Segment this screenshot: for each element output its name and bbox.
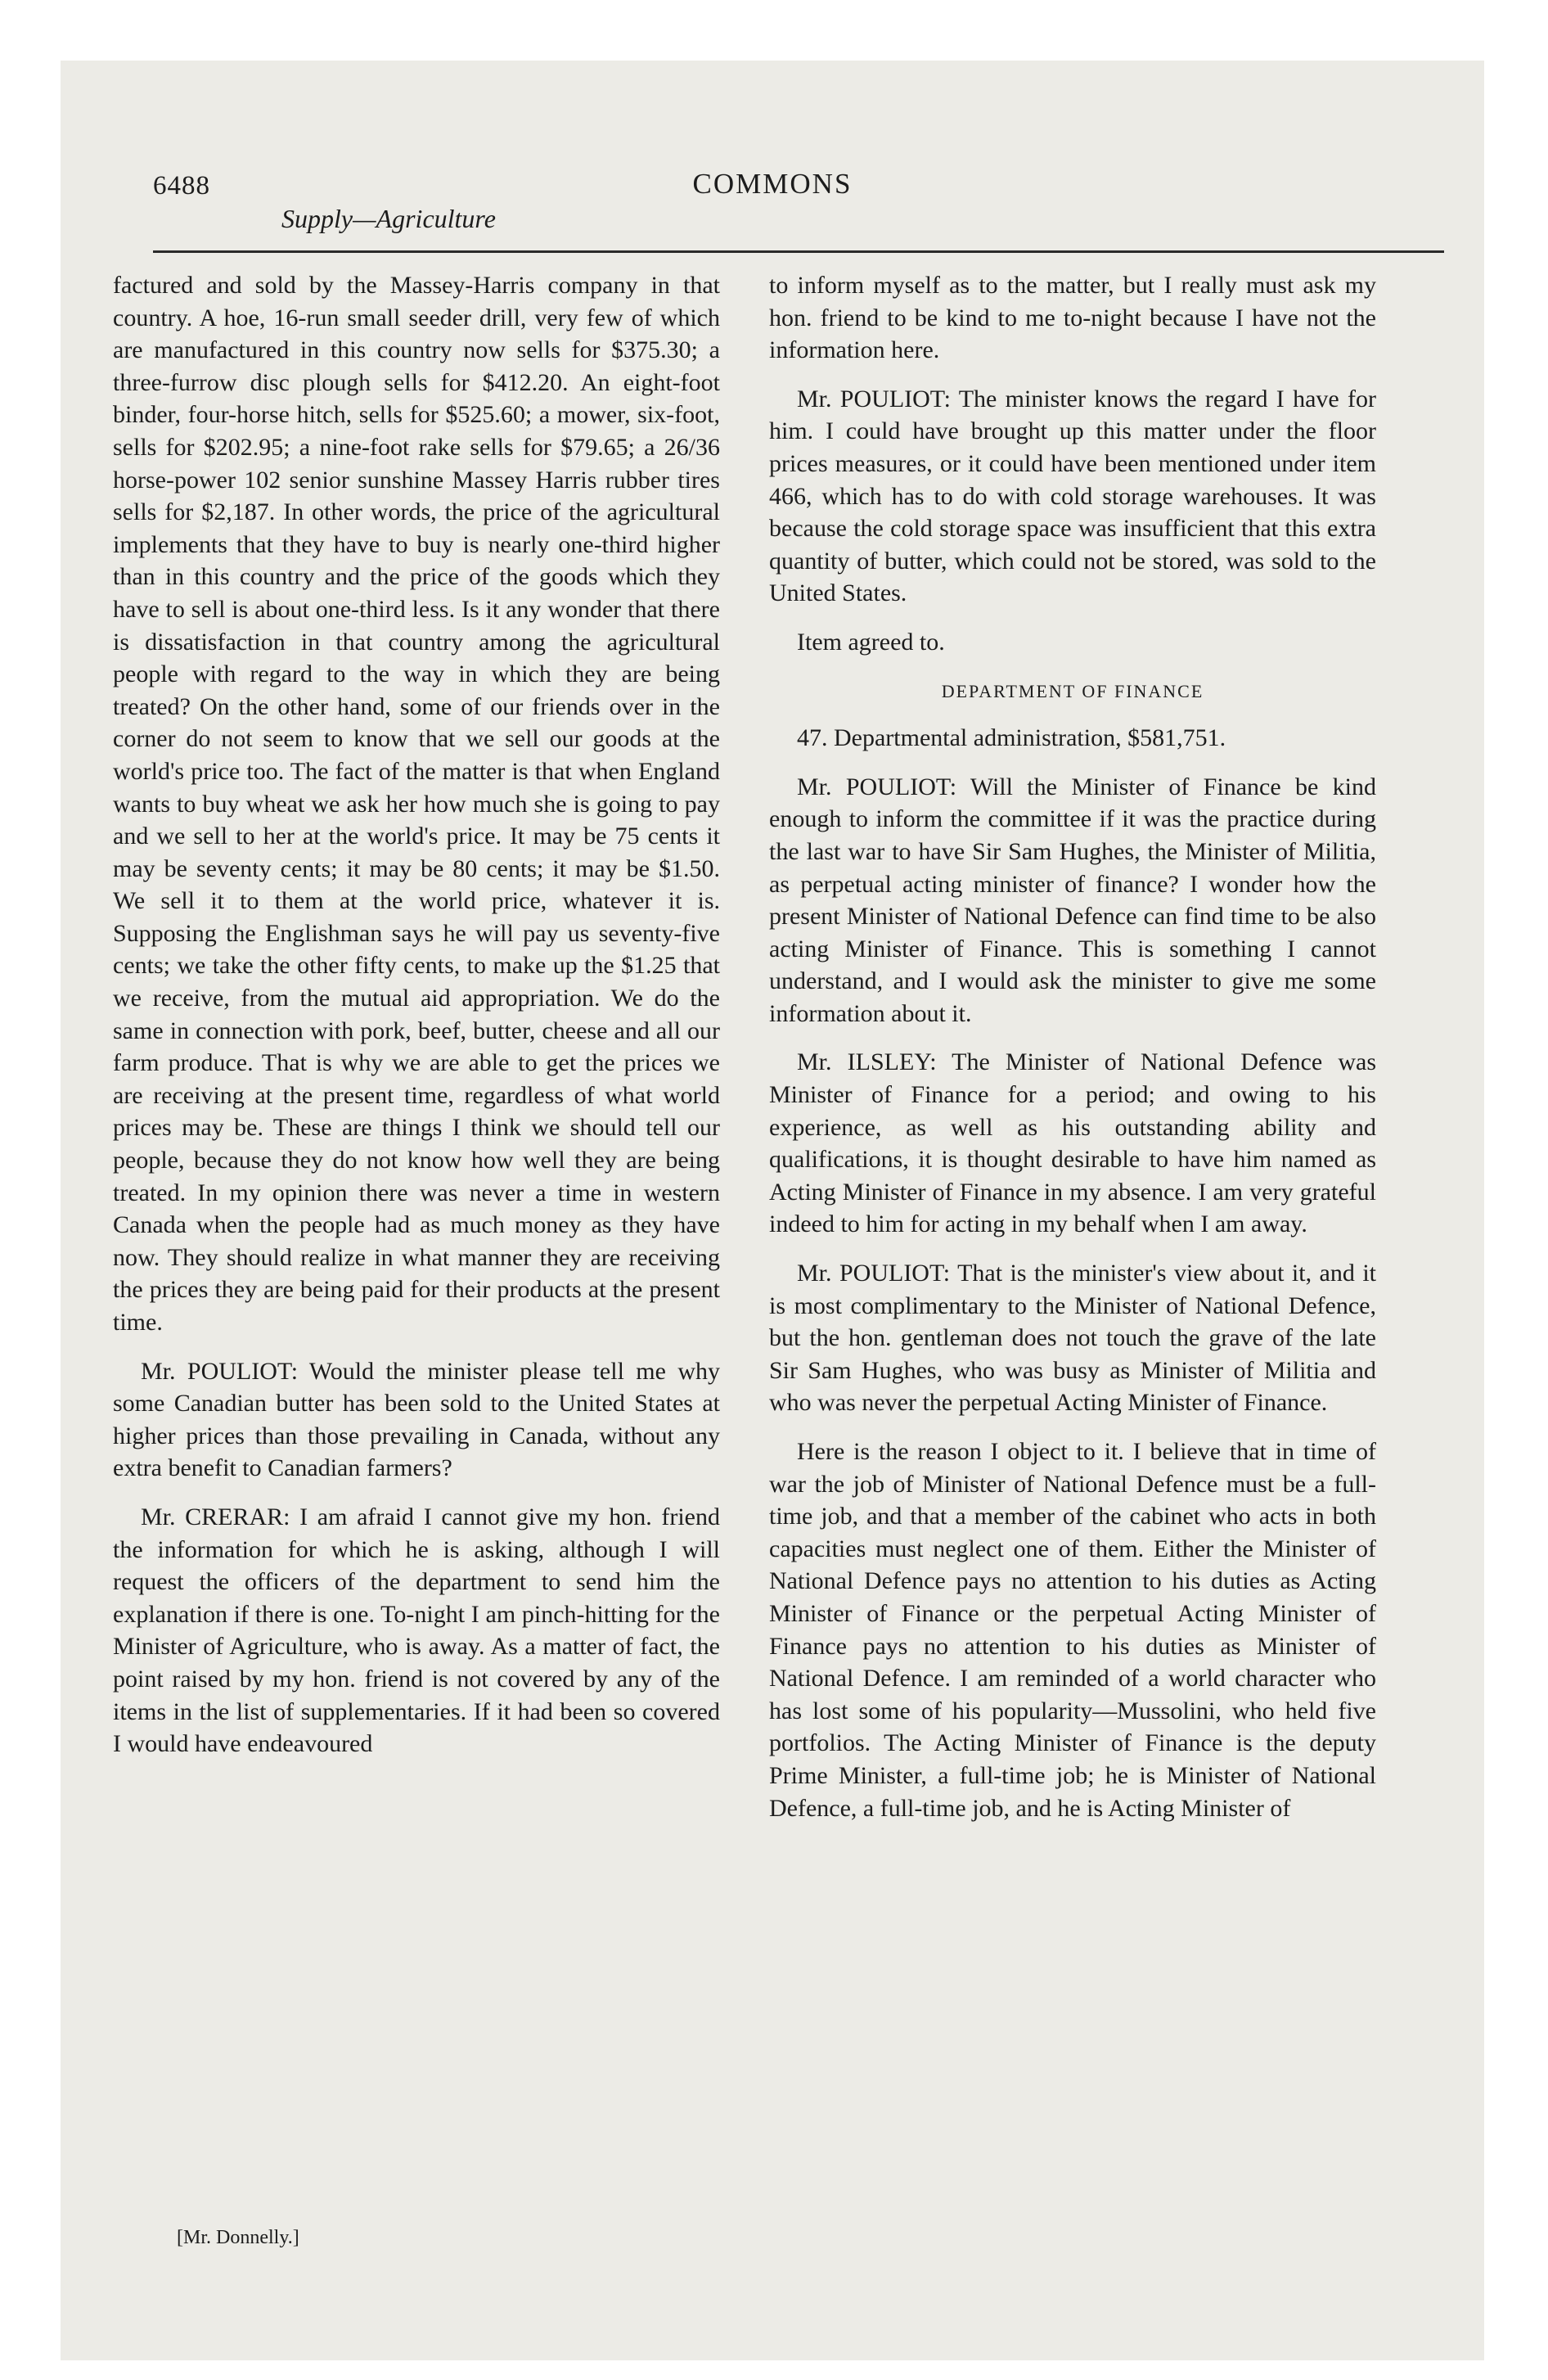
page-header: [61, 61, 1484, 257]
paragraph: Mr. POULIOT: Would the minister please tell me why some Canadian butter has been sold to the United States at higher prices than those prevailing in Canada, without any extra benefit to Canadian farmers?: [113, 1357, 720, 1482]
paragraph: factured and sold by the Massey-Harris company in that country. A hoe, 16-run small seeder drill, very few of which are manufactured in this country now sells for $375.30; a three-furrow disc plough sells for $412.20. An eight-foot binder, four-horse hitch, sells for $525.60; a mower, six-foot, sells for $202.95; a nine-foot rake sells for $79.65; a 26/36 horse-power 102 senior sunshine Massey Harris rubber tires sells for $2,187. In other words, the price of the agricultural implements that they have to buy is nearly one-third higher than in this country and the price of the goods which they have to sell is about one-third less. Is it any wonder that there is dissatisfaction in that country among the agricultural people with regard to the way in which they are being treated? On the other hand, some of our friends over in the corner do not seem to know that we sell our goods at the world's price too. The fact of the matter is that when England wants to buy wheat we ask her how much she is going to pay and we sell to her at the world's price. It may be 75 cents it may be seventy cents; it may be 80 cents; it may be $1.50. We sell it to them at the world price, whatever it is. Supposing the Englishman says he will pay us seventy-five cents; we take the other fifty cents, to make up the $1.25 that we receive, from the mutual aid appropriation. We do the same in connection with pork, beef, butter, cheese and all our farm produce. That is why we are able to get the prices we are receiving at the present time, regardless of what world prices may be. These are things I think we should tell our people, because they do not know how well they are being treated. In my opinion there was never a time in western Canada when the people had as much money as they have now. They should realize in what manner they are receiving the prices they are being paid for their products at the present time.: [113, 272, 720, 1336]
left-column: [113, 269, 720, 1777]
department-heading: DEPARTMENT OF FINANCE: [941, 680, 1204, 701]
paragraph: to inform myself as to the matter, but I really must ask my hon. friend to be kind to me to-night because I have not the information here.: [769, 272, 1376, 364]
header-rule: [153, 250, 1444, 253]
running-head: COMMONS: [692, 168, 853, 200]
paragraph: Mr. CRERAR: I am afraid I cannot give my hon. friend the information for which he is asking, although I will request the officers of the department to send him the explanation if there is one. To-night I am pinch-hitting for the Minister of Agriculture, who is away. As a matter of fact, the point raised by my hon. friend is not covered by any of the items in the list of supplementaries. If it had been so covered I would have endeavoured: [113, 1503, 720, 1758]
page-number: 6488: [153, 171, 210, 201]
paragraph: Mr. POULIOT: Will the Minister of Finance be kind enough to inform the committee if it was the practice during the last war to have Sir Sam Hughes, the Minister of Militia, as perpetual acting minister of finance? I wonder how the present Minister of National Defence can find time to be also acting Minister of Finance. This is something I cannot understand, and I would ask the minister to give me some information about it.: [769, 773, 1376, 1027]
speaker-reference: [Mr. Donnelly.]: [177, 2227, 299, 2248]
paragraph: Here is the reason I object to it. I believe that in time of war the job of Minister of National Defence must be a full-time job, and that a member of the cabinet who acts in both capacities must neglect one of them. Either the Minister of National Defence pays no attention to his duties as Acting Minister of Finance or the perpetual Acting Minister of Finance pays no attention to his duties as Minister of National Defence. I am reminded of a world character who has lost some of his popularity—Mussolini, who held five portfolios. The Acting Minister of Finance is the deputy Prime Minister, a full-time job; he is Minister of National Defence, a full-time job, and he is Acting Minister of: [769, 1438, 1376, 1822]
paragraph: Item agreed to.: [797, 628, 945, 656]
section-title: Supply—Agriculture: [281, 204, 496, 233]
document-page: [61, 61, 1484, 2360]
paragraph: Mr. ILSLEY: The Minister of National Defence was Minister of Finance for a period; and owing to his experience, as well as his outstanding ability and qualifications, it is thought desirable to have him named as Acting Minister of Finance in my absence. I am very grateful indeed to him for acting in my behalf when I am away.: [769, 1048, 1376, 1238]
item-line: 47. Departmental administration, $581,751.: [797, 724, 1226, 752]
right-column: [769, 269, 1376, 1841]
paragraph: Mr. POULIOT: That is the minister's view about it, and it is most complimentary to the Minister of National Defence, but the hon. gentleman does not touch the grave of the late Sir Sam Hughes, who was busy as Minister of Militia and who was never the perpetual Acting Minister of Finance.: [769, 1260, 1376, 1417]
paragraph: Mr. POULIOT: The minister knows the regard I have for him. I could have brought up this matter under the floor prices measures, or it could have been mentioned under item 466, which has to do with cold storage warehouses. It was because the cold storage space was insufficient that this extra quantity of butter, which could not be stored, was sold to the United States.: [769, 385, 1376, 607]
